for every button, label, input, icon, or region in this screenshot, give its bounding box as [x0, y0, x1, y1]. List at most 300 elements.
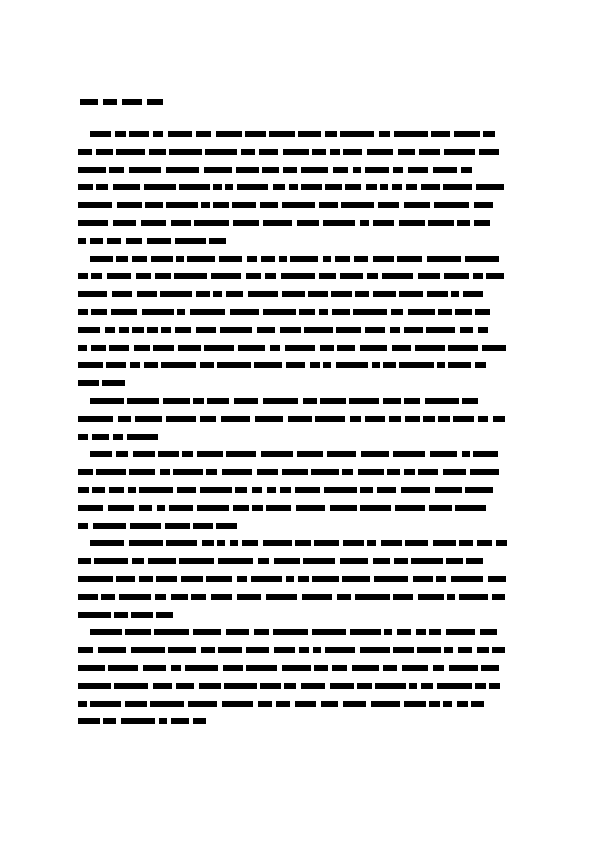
word-block — [415, 345, 445, 351]
word-block — [116, 576, 135, 582]
text-line — [78, 607, 518, 625]
word-block — [340, 558, 368, 564]
text-line — [78, 624, 518, 642]
word-block — [361, 451, 389, 457]
word-block — [325, 184, 342, 190]
word-block — [332, 309, 350, 315]
word-block — [171, 718, 189, 724]
word-block — [444, 647, 453, 653]
word-block — [314, 540, 339, 546]
word-block — [132, 327, 144, 333]
word-block — [118, 416, 131, 422]
text-line — [78, 357, 518, 375]
word-block — [145, 202, 163, 208]
word-block — [254, 362, 282, 368]
word-block — [301, 683, 325, 689]
word-block — [125, 701, 147, 707]
word-block — [230, 540, 238, 546]
word-block — [437, 362, 445, 368]
word-block — [216, 131, 242, 137]
word-block — [315, 416, 345, 422]
word-block — [245, 131, 266, 137]
word-block — [153, 131, 163, 137]
word-block — [323, 220, 355, 226]
word-block — [447, 594, 455, 600]
word-block — [211, 594, 232, 600]
word-block — [257, 469, 278, 475]
word-block — [196, 131, 211, 137]
text-line — [78, 535, 518, 553]
word-block — [155, 273, 171, 279]
word-block — [158, 451, 179, 457]
word-block — [202, 540, 214, 546]
word-block — [423, 416, 435, 422]
document-heading — [80, 99, 170, 105]
word-block — [360, 487, 373, 493]
word-block — [78, 594, 98, 600]
word-block — [320, 398, 346, 404]
word-block — [446, 629, 475, 635]
word-block — [204, 345, 234, 351]
word-block — [350, 629, 381, 635]
word-block — [78, 291, 107, 297]
word-block — [78, 184, 93, 190]
word-block — [473, 273, 483, 279]
word-block — [459, 594, 488, 600]
word-block — [92, 487, 105, 493]
word-block — [90, 238, 103, 244]
word-block — [343, 149, 362, 155]
word-block — [404, 398, 420, 404]
word-block — [119, 327, 129, 333]
word-block — [90, 540, 124, 546]
word-block — [223, 665, 243, 671]
word-block — [365, 167, 389, 173]
word-block — [470, 469, 499, 475]
word-block — [342, 469, 353, 475]
word-block — [92, 434, 109, 440]
word-block — [330, 505, 357, 511]
word-block — [116, 256, 128, 262]
word-block — [238, 345, 265, 351]
word-block — [121, 718, 155, 724]
word-block — [116, 149, 145, 155]
word-block — [200, 416, 216, 422]
word-block — [147, 327, 158, 333]
word-block — [188, 701, 217, 707]
word-block — [263, 398, 298, 404]
word-block — [98, 647, 126, 653]
word-block — [226, 629, 249, 635]
word-block — [126, 238, 142, 244]
word-block — [319, 202, 338, 208]
word-block — [457, 701, 468, 707]
word-block — [463, 291, 483, 297]
word-block — [413, 576, 433, 582]
word-block — [263, 540, 292, 546]
text-line — [78, 589, 518, 607]
word-block — [182, 451, 193, 457]
word-block — [486, 273, 504, 279]
word-block — [196, 327, 216, 333]
word-block — [115, 131, 126, 137]
word-block — [117, 202, 142, 208]
word-block — [284, 683, 296, 689]
word-block — [90, 398, 124, 404]
word-block — [193, 718, 206, 724]
word-block — [389, 416, 401, 422]
word-block — [325, 647, 355, 653]
word-block — [402, 665, 428, 671]
word-block — [166, 167, 199, 173]
word-block — [78, 380, 99, 386]
word-block — [246, 647, 269, 653]
word-block — [197, 505, 229, 511]
word-block — [433, 665, 444, 671]
word-block — [480, 629, 497, 635]
word-block — [399, 220, 425, 226]
word-block — [393, 594, 413, 600]
word-block — [371, 701, 400, 707]
word-block — [373, 256, 394, 262]
word-block — [137, 291, 157, 297]
word-block — [260, 683, 281, 689]
word-block — [373, 291, 396, 297]
word-block — [78, 434, 88, 440]
word-block — [377, 487, 396, 493]
word-block — [171, 594, 188, 600]
word-block — [109, 345, 129, 351]
word-block — [90, 131, 111, 137]
word-block — [129, 540, 163, 546]
word-block — [211, 273, 241, 279]
word-block — [255, 416, 283, 422]
word-block — [483, 131, 495, 137]
word-block — [379, 131, 390, 137]
word-block — [90, 451, 112, 457]
word-block — [360, 345, 387, 351]
word-block — [222, 701, 253, 707]
text-line — [78, 179, 518, 197]
word-block — [474, 220, 490, 226]
word-block — [295, 487, 320, 493]
word-block — [429, 505, 452, 511]
word-block — [134, 345, 150, 351]
word-block — [465, 256, 499, 262]
word-block — [230, 309, 259, 315]
word-block — [353, 167, 361, 173]
word-block — [177, 487, 196, 493]
word-block — [142, 309, 174, 315]
word-block — [443, 469, 466, 475]
word-block — [262, 167, 279, 173]
word-block — [217, 362, 251, 368]
word-block — [312, 149, 326, 155]
word-block — [133, 451, 155, 457]
word-block — [78, 469, 93, 475]
word-block — [337, 594, 351, 600]
word-block — [233, 505, 249, 511]
word-block — [107, 238, 121, 244]
word-block — [341, 202, 374, 208]
word-block — [216, 523, 237, 529]
word-block — [251, 576, 282, 582]
word-block — [492, 594, 505, 600]
word-block — [78, 309, 88, 315]
word-block — [109, 167, 124, 173]
word-block — [113, 220, 136, 226]
word-block — [297, 220, 319, 226]
word-block — [320, 345, 334, 351]
word-block — [169, 505, 193, 511]
word-block — [274, 647, 295, 653]
word-block — [319, 309, 328, 315]
word-block — [141, 220, 166, 226]
word-block — [449, 665, 478, 671]
word-block — [252, 505, 263, 511]
word-block — [151, 256, 173, 262]
word-block — [93, 523, 126, 529]
word-block — [409, 683, 417, 689]
word-block — [429, 701, 440, 707]
word-block — [427, 291, 448, 297]
word-block — [114, 612, 128, 618]
word-block — [232, 202, 256, 208]
word-block — [218, 647, 242, 653]
word-block — [207, 398, 229, 404]
text-line — [78, 500, 518, 518]
word-block — [462, 398, 478, 404]
word-block — [381, 540, 402, 546]
word-block — [360, 647, 390, 653]
word-block — [91, 309, 107, 315]
word-block — [378, 202, 399, 208]
word-block — [261, 256, 275, 262]
word-block — [313, 647, 321, 653]
word-block — [471, 701, 484, 707]
word-block — [408, 167, 428, 173]
word-block — [179, 184, 210, 190]
word-block — [144, 362, 158, 368]
word-block — [314, 665, 328, 671]
word-block — [107, 273, 131, 279]
word-block — [282, 291, 305, 297]
word-block — [323, 362, 331, 368]
word-block — [283, 149, 309, 155]
word-block — [373, 558, 390, 564]
word-block — [78, 238, 86, 244]
word-block — [380, 184, 388, 190]
word-block — [299, 647, 309, 653]
word-block — [153, 345, 174, 351]
word-block — [147, 238, 171, 244]
text-line — [78, 322, 518, 340]
word-block — [425, 398, 459, 404]
text-line — [78, 518, 518, 536]
word-block — [405, 416, 420, 422]
word-block — [270, 345, 280, 351]
word-block — [478, 416, 488, 422]
word-block — [78, 487, 89, 493]
word-block — [429, 629, 441, 635]
word-block — [213, 202, 229, 208]
word-block — [399, 362, 434, 368]
word-block — [475, 362, 486, 368]
word-block — [163, 398, 190, 404]
word-block — [310, 362, 320, 368]
word-block — [220, 327, 252, 333]
word-block — [114, 683, 148, 689]
word-block — [78, 416, 113, 422]
word-block — [367, 540, 376, 546]
word-block — [296, 505, 325, 511]
word-block — [119, 594, 151, 600]
word-block — [481, 665, 499, 671]
word-block — [438, 416, 450, 422]
word-block — [78, 576, 113, 582]
word-block — [426, 327, 455, 333]
word-block — [273, 184, 285, 190]
text-line — [78, 340, 518, 358]
heading-word — [103, 99, 117, 105]
word-block — [321, 701, 338, 707]
text-line — [78, 126, 518, 144]
word-block — [428, 220, 454, 226]
word-block — [330, 149, 340, 155]
word-block — [257, 327, 275, 333]
word-block — [477, 647, 489, 653]
word-block — [222, 469, 252, 475]
word-block — [319, 273, 336, 279]
word-block — [466, 558, 483, 564]
word-block — [323, 256, 331, 262]
text-line — [78, 553, 518, 571]
text-line — [78, 571, 518, 589]
word-block — [269, 131, 295, 137]
word-block — [143, 665, 166, 671]
word-block — [366, 184, 377, 190]
word-block — [295, 540, 311, 546]
word-block — [349, 398, 379, 404]
word-block — [342, 576, 370, 582]
word-block — [139, 505, 152, 511]
word-block — [90, 701, 121, 707]
text-line — [78, 446, 518, 464]
word-block — [242, 540, 258, 546]
word-block — [168, 131, 192, 137]
word-block — [78, 665, 105, 671]
word-block — [161, 327, 171, 333]
word-block — [111, 309, 137, 315]
heading-word — [147, 99, 163, 105]
word-block — [290, 256, 318, 262]
word-block — [360, 505, 391, 511]
word-block — [200, 487, 232, 493]
word-block — [397, 629, 411, 635]
word-block — [404, 469, 415, 475]
word-block — [360, 220, 369, 226]
word-block — [367, 149, 393, 155]
word-block — [209, 238, 226, 244]
word-block — [193, 398, 204, 404]
word-block — [105, 327, 115, 333]
word-block — [393, 451, 425, 457]
text-line — [78, 215, 518, 233]
word-block — [435, 487, 462, 493]
word-block — [336, 362, 368, 368]
word-block — [431, 131, 450, 137]
word-block — [237, 184, 268, 190]
word-block — [178, 345, 201, 351]
word-block — [345, 184, 361, 190]
word-block — [219, 256, 242, 262]
word-block — [169, 149, 202, 155]
text-line — [78, 696, 518, 714]
word-block — [286, 362, 305, 368]
word-block — [165, 523, 190, 529]
word-block — [375, 683, 406, 689]
word-block — [150, 701, 184, 707]
word-block — [350, 416, 361, 422]
word-block — [397, 256, 422, 262]
word-block — [226, 291, 243, 297]
word-block — [459, 540, 473, 546]
text-line — [78, 197, 518, 215]
word-block — [399, 291, 423, 297]
word-block — [213, 184, 222, 190]
word-block — [155, 594, 166, 600]
word-block — [78, 505, 103, 511]
word-block — [436, 576, 446, 582]
word-block — [438, 309, 452, 315]
word-block — [226, 451, 256, 457]
word-block — [367, 273, 378, 279]
word-block — [496, 540, 507, 546]
word-block — [282, 665, 311, 671]
text-line — [78, 268, 518, 286]
word-block — [295, 701, 316, 707]
word-block — [488, 576, 506, 582]
word-block — [213, 291, 222, 297]
word-block — [421, 683, 433, 689]
word-block — [394, 131, 428, 137]
word-block — [113, 434, 123, 440]
word-block — [116, 451, 128, 457]
word-block — [353, 309, 387, 315]
word-block — [405, 540, 428, 546]
word-block — [408, 309, 435, 315]
word-block — [206, 469, 217, 475]
word-block — [465, 487, 493, 493]
word-block — [355, 594, 390, 600]
text-line — [78, 429, 518, 447]
word-block — [132, 256, 147, 262]
word-block — [443, 701, 452, 707]
word-block — [149, 149, 166, 155]
word-block — [430, 451, 457, 457]
word-block — [478, 327, 488, 333]
word-block — [283, 167, 297, 173]
word-block — [91, 345, 106, 351]
word-block — [267, 487, 276, 493]
word-block — [266, 594, 297, 600]
word-block — [382, 273, 413, 279]
word-block — [395, 505, 425, 511]
word-block — [421, 184, 440, 190]
word-block — [233, 220, 259, 226]
word-block — [221, 416, 250, 422]
text-line — [78, 233, 518, 251]
